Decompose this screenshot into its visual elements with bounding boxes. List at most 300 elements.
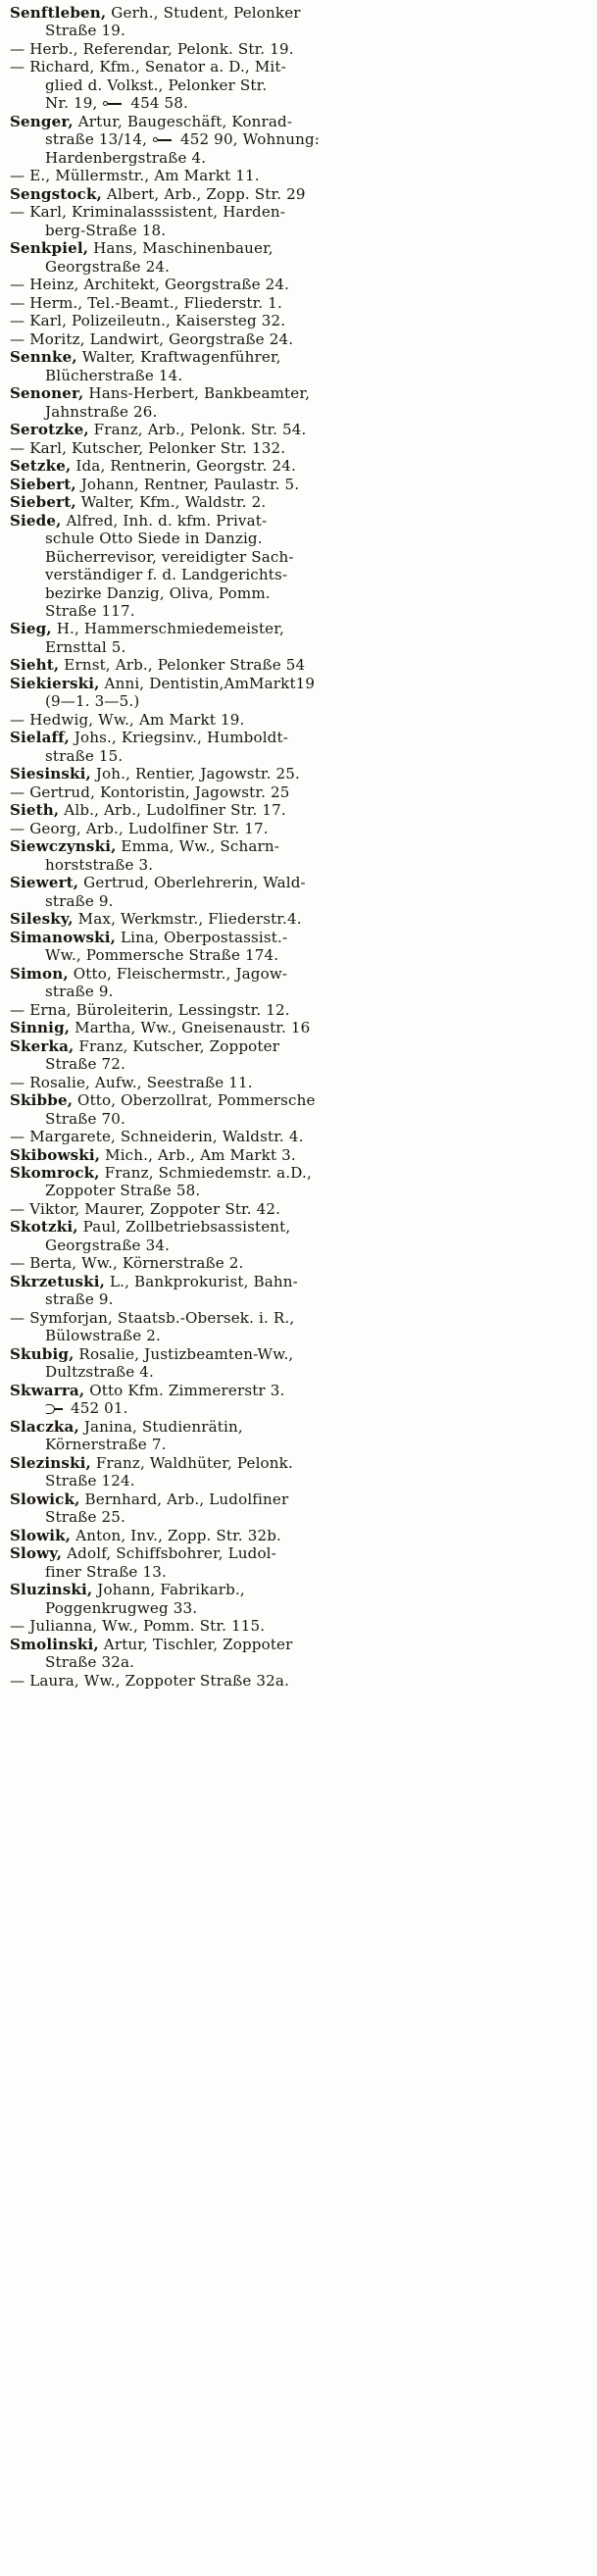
entry-dash: — xyxy=(10,329,25,348)
directory-entry xyxy=(10,1128,587,1145)
entry-text: berg-Straße 18. xyxy=(45,221,167,239)
entry-surname: Sinnig, xyxy=(10,1019,71,1037)
entry-text: straße 9. xyxy=(45,891,114,910)
entry-surname: Silesky, xyxy=(10,910,74,929)
entry-first-line xyxy=(10,1200,587,1218)
entry-text: Otto Kfm. Zimmererstr 3. xyxy=(84,1381,285,1399)
directory-entry xyxy=(10,384,587,421)
entry-first-line xyxy=(10,874,587,891)
entry-first-line xyxy=(10,1672,587,1690)
directory-entry xyxy=(10,1019,587,1036)
entry-first-line xyxy=(10,1581,587,1598)
entry-text: straße 15. xyxy=(45,746,124,765)
entry-text: Mich., Arb., Am Markt 3. xyxy=(100,1145,296,1164)
entry-surname: Sieg, xyxy=(10,620,52,638)
entry-text: Straße 117. xyxy=(45,601,135,620)
entry-text: Alb., Arb., Ludolfiner Str. 17. xyxy=(59,801,286,820)
entry-continuation-line xyxy=(10,1110,587,1128)
entry-first-line xyxy=(10,1091,587,1109)
directory-entry xyxy=(10,1164,587,1200)
entry-text: Richard, Kfm., Senator a. D., Mit- xyxy=(25,58,286,76)
entry-continuation-line xyxy=(10,1508,587,1526)
directory-entry xyxy=(10,820,587,837)
entry-continuation-line xyxy=(10,22,587,39)
entry-continuation-line xyxy=(10,1055,587,1073)
entry-first-line xyxy=(10,656,587,674)
entry-dash: — xyxy=(10,710,25,729)
entry-first-line xyxy=(10,1309,587,1327)
entry-first-line xyxy=(10,1037,587,1055)
entry-text: Johann, Fabrikarb., xyxy=(92,1581,245,1599)
entry-continuation-line xyxy=(10,530,587,547)
entry-text: Walter, Kfm., Waldstr. 2. xyxy=(75,493,267,512)
entry-dash: — xyxy=(10,312,25,330)
entry-surname: Slowik, xyxy=(10,1526,72,1544)
entry-surname: Sennke, xyxy=(10,348,77,367)
entry-text: Bücherrevisor, vereidigter Sach- xyxy=(45,547,294,566)
entry-text: Joh., Rentier, Jagowstr. 25. xyxy=(90,765,300,783)
entry-text: Rosalie, Aufw., Seestraße 11. xyxy=(25,1073,253,1091)
directory-entry xyxy=(10,729,587,765)
directory-entry xyxy=(10,294,587,312)
entry-continuation-line xyxy=(10,1237,587,1254)
directory-entry xyxy=(10,185,587,203)
directory-entry xyxy=(10,1001,587,1019)
directory-entry xyxy=(10,457,587,475)
entry-first-line xyxy=(10,1636,587,1653)
directory-entry xyxy=(10,4,587,40)
entry-surname: Setzke, xyxy=(10,457,72,476)
directory-entry xyxy=(10,113,587,167)
entry-continuation-line xyxy=(10,1472,587,1490)
directory-entry xyxy=(10,1382,587,1418)
entry-first-line xyxy=(10,476,587,493)
entry-text: Hardenbergstraße 4. xyxy=(45,148,207,167)
entry-continuation-line xyxy=(10,566,587,583)
entry-text: Ida, Rentnerin, Georgstr. 24. xyxy=(71,457,296,476)
directory-entry xyxy=(10,675,587,711)
entry-text: Karl, Polizeileutn., Kaisersteg 32. xyxy=(25,312,286,330)
entry-text: Anni, Dentistin,AmMarkt19 xyxy=(99,674,316,692)
directory-entry-list xyxy=(10,4,587,1690)
entry-text: glied d. Volkst., Pelonker Str. xyxy=(45,76,268,94)
entry-text: Straße 19. xyxy=(45,22,125,40)
directory-entry xyxy=(10,330,587,348)
entry-dash: — xyxy=(10,167,25,185)
entry-continuation-line xyxy=(10,258,587,276)
entry-text: E., Müllermstr., Am Markt 11. xyxy=(25,167,260,185)
entry-first-line xyxy=(10,185,587,203)
entry-continuation-line xyxy=(10,222,587,239)
entry-continuation-line xyxy=(10,1363,587,1381)
entry-continuation-line xyxy=(10,946,587,964)
entry-dash: — xyxy=(10,1254,25,1273)
entry-text: H., Hammerschmiedemeister, xyxy=(51,620,284,638)
directory-entry xyxy=(10,1527,587,1544)
entry-first-line xyxy=(10,512,587,530)
entry-surname: Skotzki, xyxy=(10,1218,78,1237)
entry-text: Körnerstraße 7. xyxy=(45,1436,167,1454)
entry-dash: — xyxy=(10,293,25,312)
entry-text: Symforjan, Staatsb.-Obersek. i. R., xyxy=(25,1308,295,1327)
entry-first-line xyxy=(10,457,587,475)
entry-continuation-line xyxy=(10,1290,587,1308)
entry-continuation-line xyxy=(10,692,587,710)
entry-text: Laura, Ww., Zoppoter Straße 32a. xyxy=(25,1671,290,1690)
entry-surname: Simon, xyxy=(10,964,69,983)
entry-text: Georgstraße 34. xyxy=(45,1236,171,1254)
entry-first-line xyxy=(10,765,587,783)
entry-first-line xyxy=(10,965,587,983)
entry-text: Hans, Maschinenbauer, xyxy=(88,239,274,258)
entry-text: Otto, Oberzollrat, Pommersche xyxy=(73,1091,316,1110)
entry-surname: Senger, xyxy=(10,112,74,130)
directory-entry xyxy=(10,965,587,1001)
entry-first-line xyxy=(10,801,587,819)
directory-entry xyxy=(10,711,587,729)
entry-text: Moritz, Landwirt, Georgstraße 24. xyxy=(25,329,294,348)
entry-continuation-line xyxy=(10,602,587,620)
entry-dash: — xyxy=(10,438,25,457)
entry-text: Viktor, Maurer, Zoppoter Str. 42. xyxy=(25,1199,281,1218)
entry-continuation-line xyxy=(10,638,587,656)
entry-text: Ww., Pommersche Straße 174. xyxy=(45,946,279,965)
entry-first-line xyxy=(10,1128,587,1145)
entry-first-line xyxy=(10,312,587,329)
entry-continuation-line xyxy=(10,1436,587,1453)
directory-entry xyxy=(10,1254,587,1272)
entry-dash: — xyxy=(10,1199,25,1218)
entry-continuation-line xyxy=(10,1563,587,1581)
entry-text: Dultzstraße 4. xyxy=(45,1363,155,1382)
entry-text: Karl, Kutscher, Pelonker Str. 132. xyxy=(25,438,286,457)
directory-entry xyxy=(10,1617,587,1635)
entry-first-line xyxy=(10,1146,587,1164)
entry-surname: Siesinski, xyxy=(10,765,91,783)
entry-surname: Simanowski, xyxy=(10,928,117,946)
entry-text: L., Bankprokurist, Bahn- xyxy=(105,1272,298,1290)
entry-surname: Slowick, xyxy=(10,1490,80,1508)
entry-first-line xyxy=(10,729,587,746)
entry-surname: Slezinski, xyxy=(10,1453,91,1472)
entry-first-line xyxy=(10,1527,587,1544)
directory-entry xyxy=(10,476,587,493)
entry-dash: — xyxy=(10,39,25,58)
entry-first-line xyxy=(10,1254,587,1272)
entry-text: Gertrud, Kontoristin, Jagowstr. 25 xyxy=(25,783,290,801)
entry-surname: Siebert, xyxy=(10,493,76,512)
entry-first-line xyxy=(10,348,587,366)
entry-first-line xyxy=(10,1074,587,1091)
entry-text: Johann, Rentner, Paulastr. 5. xyxy=(75,475,300,493)
directory-entry xyxy=(10,1454,587,1490)
entry-text: Hedwig, Ww., Am Markt 19. xyxy=(25,710,245,729)
entry-dash: — xyxy=(10,58,25,76)
entry-text: verständiger f. d. Landgerichts- xyxy=(45,566,288,584)
entry-continuation-line xyxy=(10,584,587,602)
directory-entry xyxy=(10,421,587,438)
entry-text: Johs., Kriegsinv., Humboldt- xyxy=(69,729,288,747)
entry-text: Poggenkrugweg 33. xyxy=(45,1598,198,1617)
entry-text: Georgstraße 24. xyxy=(45,257,171,276)
entry-text: Lina, Oberpostassist.- xyxy=(116,928,288,946)
entry-text: Janina, Studienrätin, xyxy=(78,1417,243,1436)
entry-first-line xyxy=(10,239,587,257)
entry-surname: Senkpiel, xyxy=(10,239,89,258)
entry-text: bezirke Danzig, Oliva, Pomm. xyxy=(45,583,271,602)
entry-text: Karl, Kriminalasssistent, Harden- xyxy=(25,203,286,222)
entry-surname: Slowy, xyxy=(10,1544,63,1563)
entry-continuation-line xyxy=(10,1599,587,1617)
entry-text: Alfred, Inh. d. kfm. Privat- xyxy=(61,511,268,530)
entry-first-line xyxy=(10,1418,587,1436)
entry-surname: Siewert, xyxy=(10,874,79,892)
entry-text: Walter, Kraftwagenführer, xyxy=(76,348,281,367)
entry-dash: — xyxy=(10,1073,25,1091)
entry-first-line xyxy=(10,1454,587,1472)
entry-text: Straße 25. xyxy=(45,1508,125,1527)
entry-surname: Senftleben, xyxy=(10,4,107,22)
entry-continuation-line xyxy=(10,367,587,384)
entry-text: Zoppoter Straße 58. xyxy=(45,1182,201,1200)
entry-dash: — xyxy=(10,1000,25,1019)
entry-first-line xyxy=(10,910,587,928)
directory-entry xyxy=(10,801,587,819)
entry-text: Emma, Ww., Scharn- xyxy=(116,837,279,856)
entry-surname: Smolinski, xyxy=(10,1635,99,1653)
entry-surname: Siede, xyxy=(10,511,62,530)
entry-first-line xyxy=(10,837,587,855)
entry-text: Albert, Arb., Zopp. Str. 29 xyxy=(101,184,306,203)
entry-text: Ernst, Arb., Pelonker Straße 54 xyxy=(59,656,306,675)
entry-text: Margarete, Schneiderin, Waldstr. 4. xyxy=(25,1128,304,1146)
entry-continuation-line xyxy=(10,1653,587,1671)
directory-entry xyxy=(10,276,587,293)
directory-entry xyxy=(10,783,587,801)
directory-entry xyxy=(10,620,587,656)
entry-text: Jahnstraße 26. xyxy=(45,402,158,421)
entry-first-line xyxy=(10,58,587,76)
bell-icon xyxy=(45,1403,64,1415)
entry-continuation-line xyxy=(10,149,587,167)
entry-surname: Skubig, xyxy=(10,1344,75,1363)
entry-text: 454 58. xyxy=(125,94,188,113)
entry-dash: — xyxy=(10,1308,25,1327)
entry-first-line xyxy=(10,929,587,946)
entry-surname: Skomrock, xyxy=(10,1164,100,1182)
entry-text: Hans-Herbert, Bankbeamter, xyxy=(83,384,311,403)
entry-dash: — xyxy=(10,1617,25,1636)
entry-first-line xyxy=(10,1617,587,1635)
entry-text: straße 9. xyxy=(45,1290,114,1309)
entry-first-line xyxy=(10,421,587,438)
entry-surname: Siewczynski, xyxy=(10,837,117,856)
entry-text: Franz, Kutscher, Zoppoter xyxy=(74,1036,280,1055)
entry-surname: Siekierski, xyxy=(10,674,100,692)
entry-text: Franz, Schmiedemstr. a.D., xyxy=(99,1164,312,1182)
entry-continuation-line xyxy=(10,856,587,874)
entry-surname: Senoner, xyxy=(10,384,84,403)
entry-first-line xyxy=(10,40,587,58)
entry-first-line xyxy=(10,1019,587,1036)
entry-text: Erna, Büroleiterin, Lessingstr. 12. xyxy=(25,1000,290,1019)
directory-entry xyxy=(10,1146,587,1164)
entry-text: Bernhard, Arb., Ludolfiner xyxy=(79,1490,289,1508)
entry-continuation-line xyxy=(10,1182,587,1199)
directory-entry xyxy=(10,493,587,511)
entry-text: horststraße 3. xyxy=(45,855,154,874)
directory-entry xyxy=(10,1037,587,1074)
entry-first-line xyxy=(10,820,587,837)
entry-first-line xyxy=(10,1001,587,1019)
entry-surname: Sielaff, xyxy=(10,729,70,747)
directory-entry xyxy=(10,765,587,783)
entry-continuation-line xyxy=(10,403,587,421)
entry-surname: Skrzetuski, xyxy=(10,1272,106,1290)
entry-text: Herb., Referendar, Pelonk. Str. 19. xyxy=(25,39,294,58)
directory-entry xyxy=(10,1636,587,1672)
directory-entry xyxy=(10,203,587,239)
entry-continuation-line xyxy=(10,1399,587,1417)
entry-first-line xyxy=(10,203,587,221)
directory-entry xyxy=(10,1581,587,1617)
directory-entry xyxy=(10,512,587,621)
directory-entry xyxy=(10,1544,587,1581)
entry-text: Ernsttal 5. xyxy=(45,637,126,656)
telephone-icon xyxy=(153,134,174,145)
entry-surname: Sengstock, xyxy=(10,184,102,203)
entry-dash: — xyxy=(10,819,25,837)
directory-entry xyxy=(10,312,587,329)
entry-text: Rosalie, Justizbeamten-Ww., xyxy=(74,1344,294,1363)
entry-first-line xyxy=(10,675,587,692)
directory-entry xyxy=(10,1418,587,1454)
entry-surname: Slaczka, xyxy=(10,1417,79,1436)
entry-first-line xyxy=(10,1382,587,1399)
directory-entry xyxy=(10,1074,587,1091)
entry-text: Franz, Waldhüter, Pelonk. xyxy=(90,1453,293,1472)
telephone-icon xyxy=(103,98,124,109)
entry-text: 452 90, Wohnung: xyxy=(175,130,320,149)
entry-dash: — xyxy=(10,203,25,222)
directory-entry xyxy=(10,910,587,928)
entry-first-line xyxy=(10,276,587,293)
entry-text: Heinz, Architekt, Georgstraße 24. xyxy=(25,276,290,294)
directory-entry xyxy=(10,348,587,384)
directory-entry xyxy=(10,1091,587,1128)
directory-entry xyxy=(10,1345,587,1382)
entry-first-line xyxy=(10,783,587,801)
entry-surname: Sluzinski, xyxy=(10,1581,93,1599)
entry-continuation-line xyxy=(10,747,587,765)
directory-entry xyxy=(10,837,587,874)
entry-text: Franz, Arb., Pelonk. Str. 54. xyxy=(88,421,307,439)
entry-text: finer Straße 13. xyxy=(45,1562,167,1581)
entry-text: Anton, Inv., Zopp. Str. 32b. xyxy=(71,1526,281,1544)
entry-first-line xyxy=(10,4,587,22)
entry-continuation-line xyxy=(10,892,587,910)
entry-surname: Sieth, xyxy=(10,801,60,820)
entry-text: Straße 32a. xyxy=(45,1653,135,1672)
directory-entry xyxy=(10,1273,587,1309)
entry-first-line xyxy=(10,113,587,130)
entry-first-line xyxy=(10,1345,587,1363)
entry-surname: Serotzke, xyxy=(10,421,89,439)
entry-text: Gertrud, Oberlehrerin, Wald- xyxy=(78,874,306,892)
entry-text: Straße 124. xyxy=(45,1472,135,1490)
entry-continuation-line xyxy=(10,1327,587,1344)
entry-first-line xyxy=(10,294,587,312)
entry-surname: Skibowski, xyxy=(10,1145,101,1164)
directory-entry xyxy=(10,1672,587,1690)
entry-surname: Siebert, xyxy=(10,475,76,493)
entry-continuation-line xyxy=(10,983,587,1000)
directory-entry xyxy=(10,1309,587,1345)
directory-entry xyxy=(10,1200,587,1218)
entry-text: Otto, Fleischermstr., Jagow- xyxy=(68,964,288,983)
directory-entry xyxy=(10,1218,587,1254)
directory-entry xyxy=(10,929,587,965)
entry-text: Blücherstraße 14. xyxy=(45,366,183,384)
directory-entry xyxy=(10,167,587,184)
entry-dash: — xyxy=(10,1128,25,1146)
directory-entry xyxy=(10,439,587,457)
entry-first-line xyxy=(10,167,587,184)
entry-text: Herm., Tel.-Beamt., Fliederstr. 1. xyxy=(25,293,282,312)
directory-entry xyxy=(10,874,587,910)
entry-first-line xyxy=(10,1164,587,1182)
entry-text: 452 01. xyxy=(66,1399,128,1418)
entry-dash: — xyxy=(10,1671,25,1690)
entry-text: Straße 70. xyxy=(45,1109,125,1128)
directory-entry xyxy=(10,58,587,112)
entry-text: Artur, Tischler, Zoppoter xyxy=(98,1635,293,1653)
entry-first-line xyxy=(10,439,587,457)
entry-surname: Skerka, xyxy=(10,1036,75,1055)
entry-surname: Sieht, xyxy=(10,656,60,675)
entry-text: (9—1. 3—5.) xyxy=(45,692,140,711)
entry-dash: — xyxy=(10,783,25,801)
entry-first-line xyxy=(10,1490,587,1508)
entry-text: Nr. 19, xyxy=(45,94,103,113)
entry-text: Adolf, Schiffsbohrer, Ludol- xyxy=(62,1544,276,1563)
entry-text: straße 13/14, xyxy=(45,130,153,149)
entry-first-line xyxy=(10,330,587,348)
entry-text: Max, Werkmstr., Fliederstr.4. xyxy=(73,910,302,929)
entry-text: Gerh., Student, Pelonker xyxy=(106,4,301,22)
entry-continuation-line xyxy=(10,548,587,566)
entry-first-line xyxy=(10,493,587,511)
entry-text: Georg, Arb., Ludolfiner Str. 17. xyxy=(25,819,269,837)
entry-text: Martha, Ww., Gneisenaustr. 16 xyxy=(70,1019,311,1037)
entry-continuation-line xyxy=(10,94,587,112)
entry-continuation-line xyxy=(10,130,587,148)
entry-surname: Skwarra, xyxy=(10,1381,85,1399)
entry-first-line xyxy=(10,384,587,402)
entry-first-line xyxy=(10,1218,587,1236)
entry-surname: Skibbe, xyxy=(10,1091,74,1110)
directory-entry xyxy=(10,656,587,674)
entry-continuation-line xyxy=(10,76,587,94)
entry-first-line xyxy=(10,620,587,637)
entry-text: schule Otto Siede in Danzig. xyxy=(45,530,263,548)
entry-first-line xyxy=(10,1273,587,1290)
entry-text: Paul, Zollbetriebsassistent, xyxy=(77,1218,291,1237)
directory-entry xyxy=(10,239,587,276)
entry-first-line xyxy=(10,1544,587,1562)
entry-text: straße 9. xyxy=(45,983,114,1001)
directory-entry xyxy=(10,1490,587,1527)
